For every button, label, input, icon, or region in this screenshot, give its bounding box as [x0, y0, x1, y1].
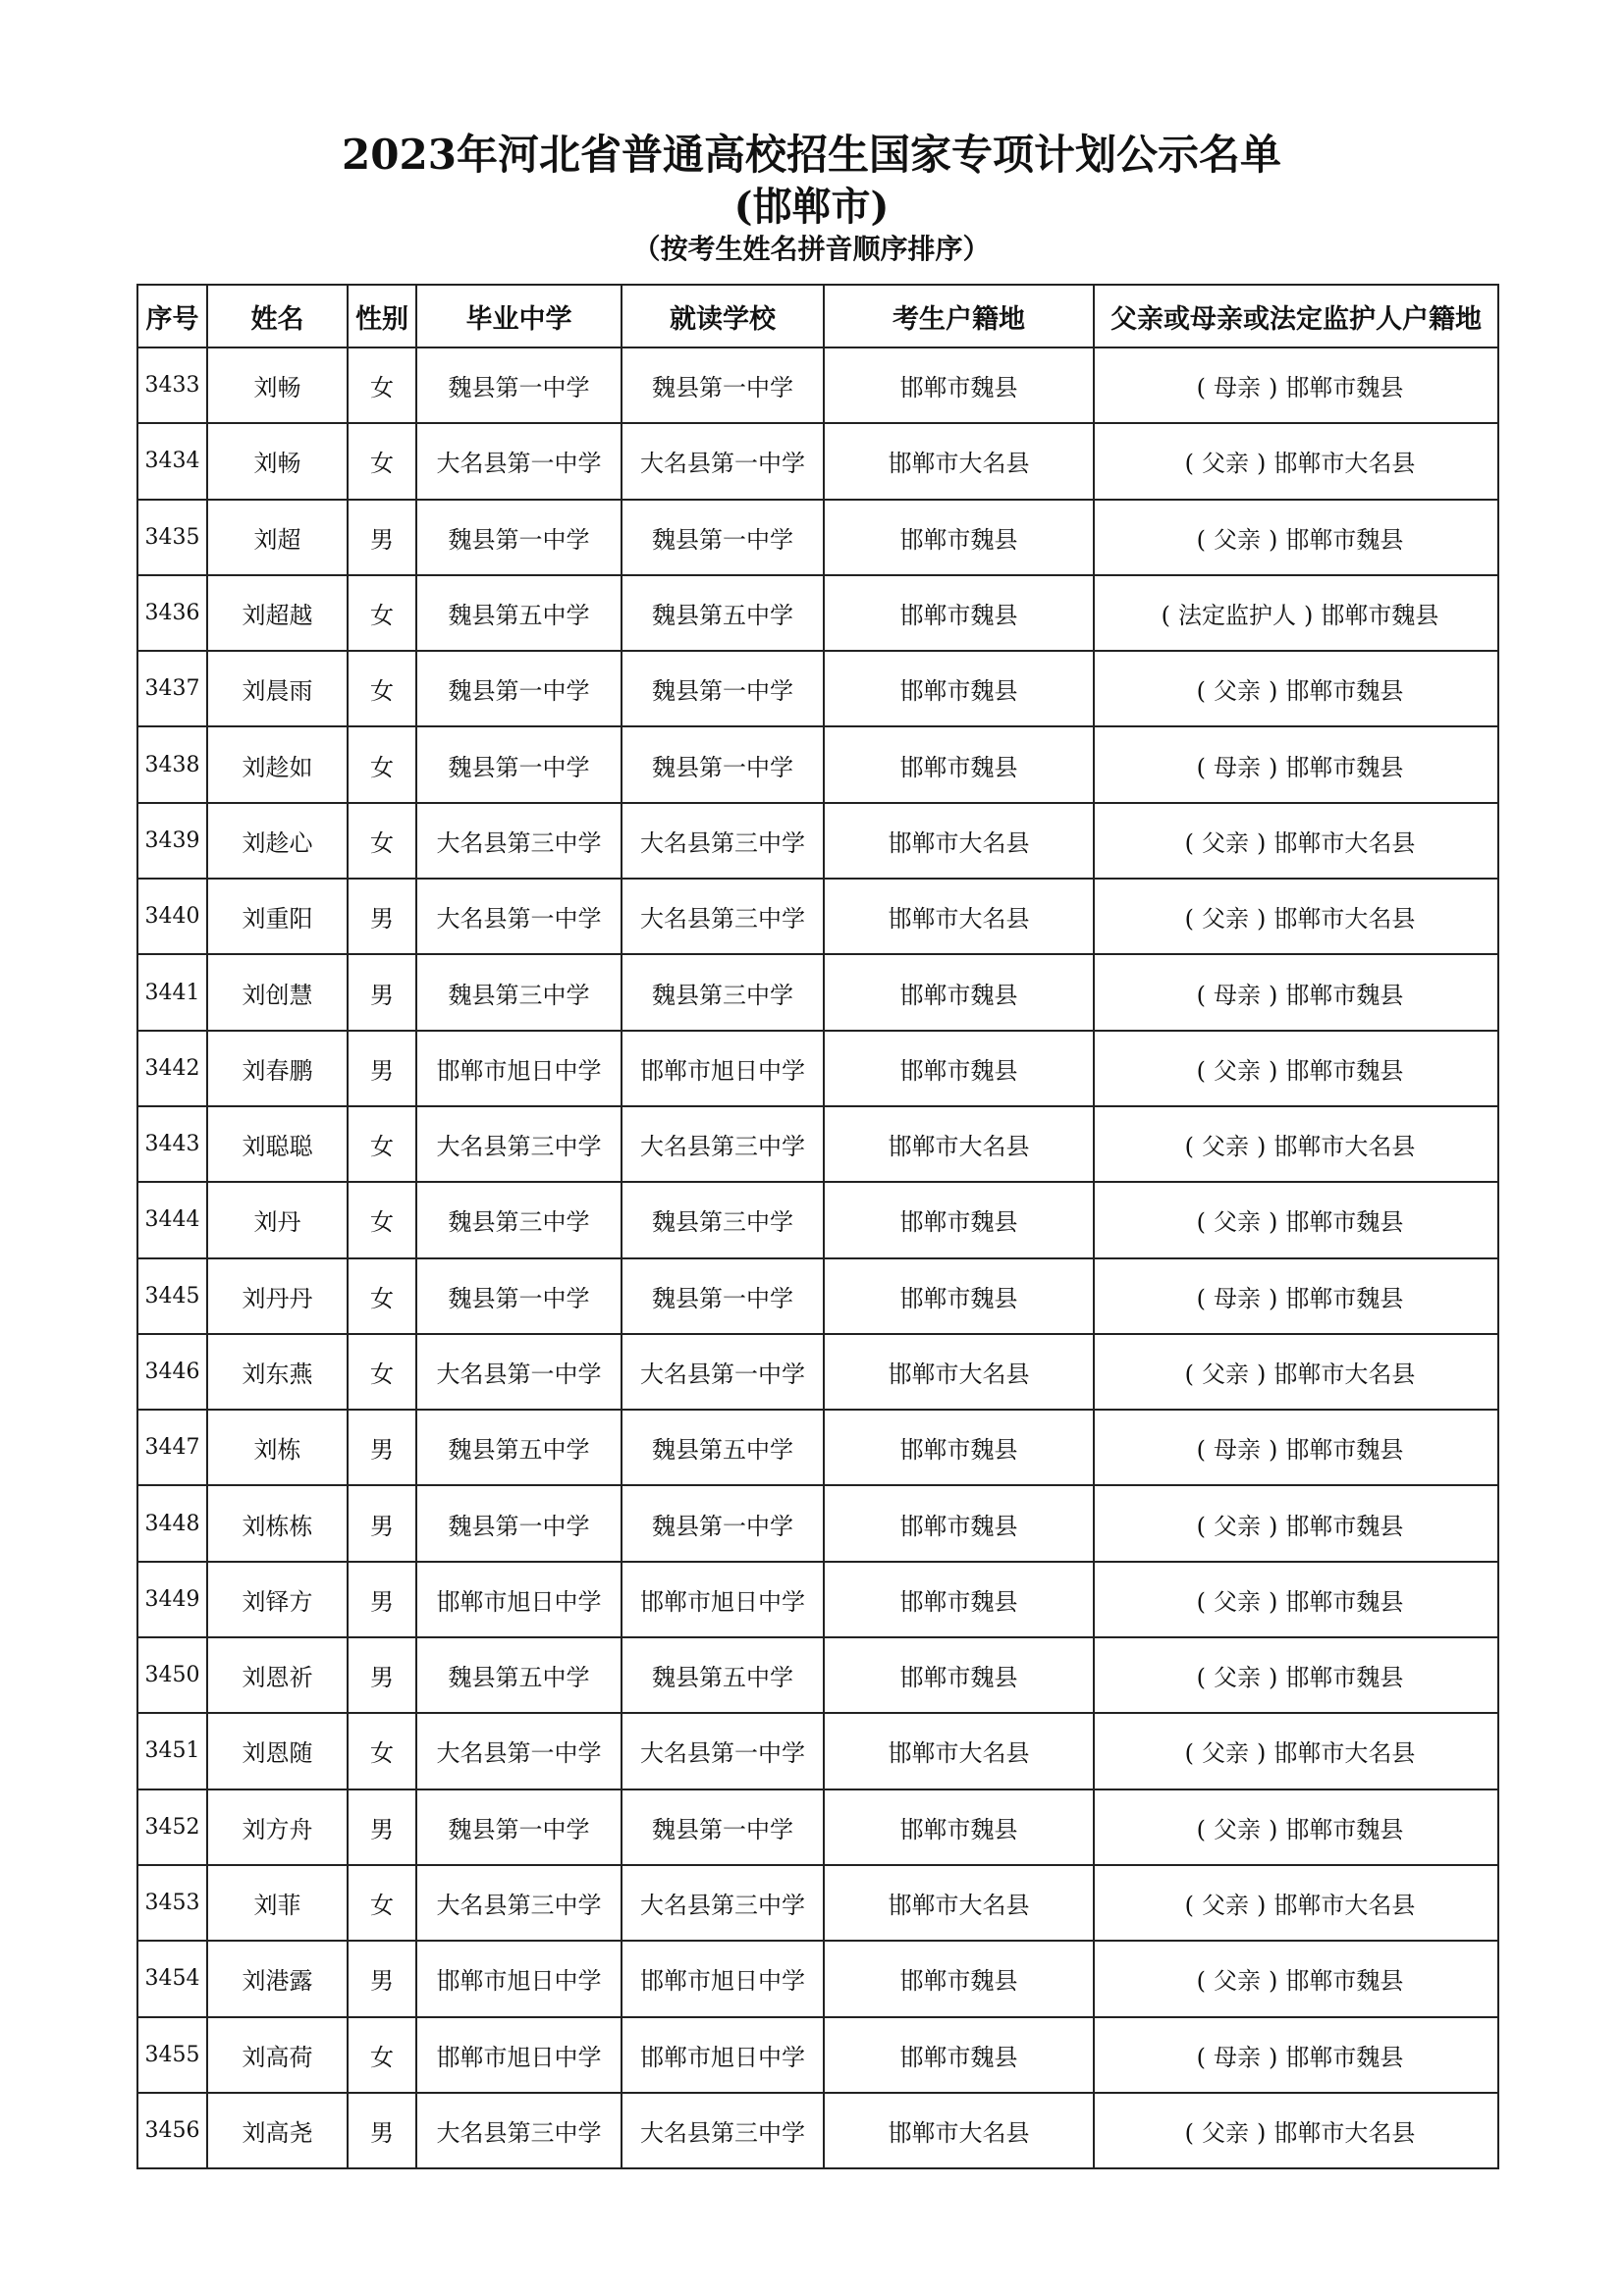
cell-seq: 3444: [137, 1182, 207, 1257]
document-subtitle: (邯郸市): [733, 184, 890, 230]
cell-current-school: 邯郸市旭日中学: [622, 1941, 824, 2016]
cell-name: 刘超: [207, 500, 348, 575]
cell-gender: 女: [348, 2017, 416, 2093]
table-row: [137, 1637, 1498, 1713]
cell-grad-school: 大名县第一中学: [416, 423, 622, 499]
cell-grad-school: 邯郸市旭日中学: [416, 1031, 622, 1106]
cell-hukou: 邯郸市魏县: [824, 1182, 1094, 1257]
cell-grad-school: 魏县第一中学: [416, 500, 622, 575]
cell-hukou: 邯郸市魏县: [824, 1637, 1094, 1713]
guardian-relation: 母亲: [1214, 2043, 1261, 2071]
cell-guardian: ( 父亲 ) 邯郸市魏县: [1094, 651, 1498, 726]
guardian-place: 邯郸市魏县: [1285, 374, 1404, 402]
table-row: [137, 1865, 1498, 1941]
cell-grad-school: 魏县第三中学: [416, 954, 622, 1030]
document-title: 2023年河北省普通高校招生国家专项计划公示名单: [342, 131, 1281, 179]
cell-name: 刘高荷: [207, 2017, 348, 2093]
cell-seq: 3456: [137, 2093, 207, 2168]
cell-name: 刘菲: [207, 1865, 348, 1941]
cell-name: 刘重阳: [207, 879, 348, 954]
cell-name: 刘栋: [207, 1410, 348, 1485]
cell-seq: 3439: [137, 803, 207, 879]
cell-current-school: 邯郸市旭日中学: [622, 1562, 824, 1637]
cell-grad-school: 大名县第三中学: [416, 2093, 622, 2168]
cell-gender: 男: [348, 1789, 416, 1865]
header-current-school: 就读学校: [622, 285, 824, 347]
cell-current-school: 大名县第三中学: [622, 1865, 824, 1941]
cell-hukou: 邯郸市魏县: [824, 347, 1094, 423]
cell-gender: 女: [348, 1182, 416, 1257]
header-name: 姓名: [207, 285, 348, 347]
cell-guardian: ( 母亲 ) 邯郸市魏县: [1094, 2017, 1498, 2093]
cell-seq: 3453: [137, 1865, 207, 1941]
cell-seq: 3451: [137, 1713, 207, 1789]
cell-seq: 3454: [137, 1941, 207, 2016]
cell-current-school: 魏县第一中学: [622, 500, 824, 575]
cell-grad-school: 大名县第三中学: [416, 1106, 622, 1182]
cell-current-school: 魏县第一中学: [622, 347, 824, 423]
cell-gender: 女: [348, 1106, 416, 1182]
guardian-place: 邯郸市魏县: [1285, 1208, 1404, 1237]
cell-current-school: 大名县第三中学: [622, 879, 824, 954]
cell-grad-school: 邯郸市旭日中学: [416, 1941, 622, 2016]
cell-grad-school: 邯郸市旭日中学: [416, 1562, 622, 1637]
guardian-relation: 父亲: [1214, 1587, 1261, 1616]
cell-hukou: 邯郸市大名县: [824, 423, 1094, 499]
cell-current-school: 魏县第三中学: [622, 1182, 824, 1257]
cell-name: 刘铎方: [207, 1562, 348, 1637]
guardian-relation: 父亲: [1202, 828, 1249, 857]
cell-hukou: 邯郸市魏县: [824, 1410, 1094, 1485]
cell-seq: 3455: [137, 2017, 207, 2093]
guardian-relation: 母亲: [1214, 374, 1261, 402]
cell-guardian: ( 父亲 ) 邯郸市大名县: [1094, 2093, 1498, 2168]
cell-guardian: ( 母亲 ) 邯郸市魏县: [1094, 954, 1498, 1030]
guardian-relation: 父亲: [1202, 1133, 1249, 1161]
cell-current-school: 魏县第一中学: [622, 1789, 824, 1865]
table-row: [137, 651, 1498, 726]
table-row: [137, 879, 1498, 954]
cell-guardian: ( 父亲 ) 邯郸市大名县: [1094, 803, 1498, 879]
cell-gender: 男: [348, 1562, 416, 1637]
cell-hukou: 邯郸市大名县: [824, 1106, 1094, 1182]
cell-name: 刘港露: [207, 1941, 348, 2016]
cell-grad-school: 大名县第一中学: [416, 1334, 622, 1410]
cell-gender: 男: [348, 2093, 416, 2168]
guardian-relation: 父亲: [1214, 1512, 1261, 1540]
cell-name: 刘春鹏: [207, 1031, 348, 1106]
guardian-place: 邯郸市大名县: [1273, 1133, 1416, 1161]
table-row: [137, 423, 1498, 499]
cell-grad-school: 魏县第一中学: [416, 1789, 622, 1865]
cell-guardian: ( 父亲 ) 邯郸市魏县: [1094, 1182, 1498, 1257]
cell-name: 刘超越: [207, 575, 348, 651]
cell-guardian: ( 父亲 ) 邯郸市魏县: [1094, 1941, 1498, 2016]
cell-guardian: ( 母亲 ) 邯郸市魏县: [1094, 726, 1498, 802]
cell-guardian: ( 父亲 ) 邯郸市魏县: [1094, 1485, 1498, 1561]
cell-current-school: 邯郸市旭日中学: [622, 2017, 824, 2093]
cell-guardian: ( 母亲 ) 邯郸市魏县: [1094, 347, 1498, 423]
cell-gender: 女: [348, 1713, 416, 1789]
header-hukou: 考生户籍地: [824, 285, 1094, 347]
cell-current-school: 魏县第一中学: [622, 1485, 824, 1561]
cell-seq: 3449: [137, 1562, 207, 1637]
cell-gender: 女: [348, 575, 416, 651]
header-gender: 性别: [348, 285, 416, 347]
cell-current-school: 大名县第三中学: [622, 1106, 824, 1182]
cell-guardian: ( 父亲 ) 邯郸市大名县: [1094, 1865, 1498, 1941]
guardian-relation: 父亲: [1214, 1664, 1261, 1692]
header-row: [137, 285, 1498, 347]
cell-name: 刘栋栋: [207, 1485, 348, 1561]
guardian-relation: 母亲: [1214, 1436, 1261, 1465]
cell-hukou: 邯郸市魏县: [824, 1258, 1094, 1334]
table-row: [137, 1334, 1498, 1410]
guardian-relation: 父亲: [1214, 1056, 1261, 1085]
cell-seq: 3443: [137, 1106, 207, 1182]
table-row: [137, 1106, 1498, 1182]
cell-hukou: 邯郸市大名县: [824, 1334, 1094, 1410]
cell-seq: 3447: [137, 1410, 207, 1485]
table-row: [137, 726, 1498, 802]
cell-gender: 男: [348, 1485, 416, 1561]
table-row: [137, 803, 1498, 879]
cell-name: 刘丹: [207, 1182, 348, 1257]
guardian-place: 邯郸市魏县: [1285, 1284, 1404, 1312]
guardian-relation: 父亲: [1214, 1815, 1261, 1843]
guardian-relation: 父亲: [1202, 905, 1249, 934]
cell-grad-school: 大名县第一中学: [416, 1713, 622, 1789]
cell-name: 刘晨雨: [207, 651, 348, 726]
guardian-relation: 父亲: [1202, 1361, 1249, 1388]
table-row: [137, 1031, 1498, 1106]
cell-gender: 男: [348, 1031, 416, 1106]
guardian-place: 邯郸市魏县: [1285, 981, 1404, 1009]
cell-grad-school: 邯郸市旭日中学: [416, 2017, 622, 2093]
cell-current-school: 大名县第一中学: [622, 423, 824, 499]
cell-seq: 3442: [137, 1031, 207, 1106]
cell-gender: 男: [348, 500, 416, 575]
table-header: [137, 285, 1498, 347]
cell-guardian: ( 父亲 ) 邯郸市大名县: [1094, 423, 1498, 499]
guardian-place: 邯郸市魏县: [1321, 602, 1439, 630]
cell-guardian: ( 父亲 ) 邯郸市大名县: [1094, 1106, 1498, 1182]
cell-name: 刘高尧: [207, 2093, 348, 2168]
cell-guardian: ( 母亲 ) 邯郸市魏县: [1094, 1258, 1498, 1334]
guardian-place: 邯郸市大名县: [1273, 1892, 1416, 1920]
cell-guardian: ( 父亲 ) 邯郸市魏县: [1094, 1562, 1498, 1637]
guardian-relation: 母亲: [1214, 1284, 1261, 1312]
cell-hukou: 邯郸市魏县: [824, 500, 1094, 575]
cell-guardian: ( 法定监护人 ) 邯郸市魏县: [1094, 575, 1498, 651]
cell-name: 刘创慧: [207, 954, 348, 1030]
cell-gender: 男: [348, 1410, 416, 1485]
cell-guardian: ( 父亲 ) 邯郸市魏县: [1094, 1789, 1498, 1865]
cell-grad-school: 魏县第三中学: [416, 1182, 622, 1257]
guardian-relation: 父亲: [1214, 1967, 1261, 1996]
header-grad-school: 毕业中学: [416, 285, 622, 347]
cell-gender: 男: [348, 1637, 416, 1713]
guardian-place: 邯郸市魏县: [1285, 677, 1404, 706]
cell-current-school: 大名县第三中学: [622, 2093, 824, 2168]
cell-gender: 女: [348, 423, 416, 499]
cell-hukou: 邯郸市魏县: [824, 726, 1094, 802]
cell-gender: 女: [348, 1334, 416, 1410]
cell-gender: 女: [348, 803, 416, 879]
guardian-place: 邯郸市魏县: [1285, 1587, 1404, 1616]
cell-current-school: 大名县第一中学: [622, 1334, 824, 1410]
guardian-relation: 母亲: [1214, 753, 1261, 781]
cell-current-school: 邯郸市旭日中学: [622, 1031, 824, 1106]
cell-hukou: 邯郸市大名县: [824, 2093, 1094, 2168]
guardian-place: 邯郸市大名县: [1273, 2118, 1416, 2147]
table-body: [137, 347, 1498, 2168]
cell-seq: 3441: [137, 954, 207, 1030]
cell-current-school: 魏县第一中学: [622, 726, 824, 802]
cell-grad-school: 魏县第一中学: [416, 1485, 622, 1561]
cell-seq: 3450: [137, 1637, 207, 1713]
cell-hukou: 邯郸市魏县: [824, 2017, 1094, 2093]
guardian-place: 邯郸市大名县: [1273, 1361, 1416, 1388]
cell-grad-school: 魏县第五中学: [416, 575, 622, 651]
cell-name: 刘畅: [207, 423, 348, 499]
cell-grad-school: 魏县第五中学: [416, 1637, 622, 1713]
guardian-place: 邯郸市魏县: [1285, 1056, 1404, 1085]
table-row: [137, 500, 1498, 575]
cell-name: 刘东燕: [207, 1334, 348, 1410]
guardian-place: 邯郸市魏县: [1285, 1815, 1404, 1843]
guardian-place: 邯郸市大名县: [1273, 828, 1416, 857]
guardian-place: 邯郸市魏县: [1285, 525, 1404, 554]
table-row: [137, 954, 1498, 1030]
cell-name: 刘丹丹: [207, 1258, 348, 1334]
cell-current-school: 大名县第三中学: [622, 803, 824, 879]
table-row: [137, 2093, 1498, 2168]
guardian-relation: 父亲: [1214, 1208, 1261, 1237]
cell-grad-school: 魏县第五中学: [416, 1410, 622, 1485]
guardian-relation: 父亲: [1202, 2118, 1249, 2147]
cell-guardian: ( 父亲 ) 邯郸市魏县: [1094, 1031, 1498, 1106]
cell-seq: 3437: [137, 651, 207, 726]
cell-current-school: 魏县第五中学: [622, 1410, 824, 1485]
cell-name: 刘恩随: [207, 1713, 348, 1789]
cell-seq: 3440: [137, 879, 207, 954]
cell-hukou: 邯郸市魏县: [824, 1485, 1094, 1561]
cell-guardian: ( 父亲 ) 邯郸市大名县: [1094, 1334, 1498, 1410]
cell-seq: 3448: [137, 1485, 207, 1561]
guardian-place: 邯郸市魏县: [1285, 753, 1404, 781]
table-row: [137, 1485, 1498, 1561]
cell-gender: 女: [348, 1258, 416, 1334]
guardian-relation: 父亲: [1202, 450, 1249, 478]
table-row: [137, 1562, 1498, 1637]
cell-grad-school: 大名县第一中学: [416, 879, 622, 954]
guardian-place: 邯郸市大名县: [1273, 905, 1416, 934]
cell-guardian: ( 父亲 ) 邯郸市大名县: [1094, 879, 1498, 954]
cell-grad-school: 大名县第三中学: [416, 803, 622, 879]
cell-hukou: 邯郸市魏县: [824, 954, 1094, 1030]
cell-name: 刘恩祈: [207, 1637, 348, 1713]
cell-gender: 男: [348, 879, 416, 954]
cell-gender: 女: [348, 651, 416, 726]
cell-grad-school: 魏县第一中学: [416, 651, 622, 726]
cell-guardian: ( 父亲 ) 邯郸市魏县: [1094, 1637, 1498, 1713]
sort-note: （按考生姓名拼音顺序排序）: [632, 233, 991, 265]
header-seq: 序号: [137, 285, 207, 347]
cell-seq: 3452: [137, 1789, 207, 1865]
cell-gender: 男: [348, 954, 416, 1030]
cell-seq: 3434: [137, 423, 207, 499]
cell-gender: 女: [348, 726, 416, 802]
cell-name: 刘趁心: [207, 803, 348, 879]
table-row: [137, 575, 1498, 651]
cell-hukou: 邯郸市大名县: [824, 1865, 1094, 1941]
guardian-place: 邯郸市魏县: [1285, 2043, 1404, 2071]
cell-grad-school: 大名县第三中学: [416, 1865, 622, 1941]
guardian-place: 邯郸市魏县: [1285, 1664, 1404, 1692]
guardian-relation: 父亲: [1202, 1892, 1249, 1920]
roster-table: [136, 284, 1499, 2169]
header-guardian: 父亲或母亲或法定监护人户籍地: [1094, 285, 1498, 347]
cell-current-school: 魏县第三中学: [622, 954, 824, 1030]
cell-hukou: 邯郸市大名县: [824, 1713, 1094, 1789]
guardian-relation: 父亲: [1214, 525, 1261, 554]
cell-seq: 3446: [137, 1334, 207, 1410]
cell-current-school: 魏县第一中学: [622, 1258, 824, 1334]
cell-hukou: 邯郸市大名县: [824, 879, 1094, 954]
cell-guardian: ( 父亲 ) 邯郸市魏县: [1094, 500, 1498, 575]
cell-seq: 3433: [137, 347, 207, 423]
table-row: [137, 1182, 1498, 1257]
guardian-place: 邯郸市魏县: [1285, 1967, 1404, 1996]
table-row: [137, 1410, 1498, 1485]
cell-hukou: 邯郸市大名县: [824, 803, 1094, 879]
cell-gender: 女: [348, 347, 416, 423]
table-row: [137, 1941, 1498, 2016]
cell-seq: 3435: [137, 500, 207, 575]
guardian-place: 邯郸市魏县: [1285, 1512, 1404, 1540]
table-row: [137, 1789, 1498, 1865]
table-row: [137, 2017, 1498, 2093]
cell-gender: 男: [348, 1941, 416, 2016]
guardian-relation: 母亲: [1214, 981, 1261, 1009]
cell-hukou: 邯郸市魏县: [824, 1789, 1094, 1865]
guardian-place: 邯郸市魏县: [1285, 1436, 1404, 1465]
cell-seq: 3438: [137, 726, 207, 802]
guardian-relation: 法定监护人: [1178, 602, 1296, 630]
cell-hukou: 邯郸市魏县: [824, 1031, 1094, 1106]
cell-name: 刘聪聪: [207, 1106, 348, 1182]
guardian-place: 邯郸市大名县: [1273, 1739, 1416, 1768]
guardian-place: 邯郸市大名县: [1273, 450, 1416, 478]
cell-current-school: 魏县第五中学: [622, 1637, 824, 1713]
cell-current-school: 魏县第一中学: [622, 651, 824, 726]
guardian-relation: 父亲: [1202, 1739, 1249, 1768]
cell-name: 刘畅: [207, 347, 348, 423]
table-row: [137, 347, 1498, 423]
table-row: [137, 1258, 1498, 1334]
table-row: [137, 1713, 1498, 1789]
cell-seq: 3445: [137, 1258, 207, 1334]
cell-guardian: ( 母亲 ) 邯郸市魏县: [1094, 1410, 1498, 1485]
cell-grad-school: 魏县第一中学: [416, 726, 622, 802]
cell-name: 刘趁如: [207, 726, 348, 802]
cell-grad-school: 魏县第一中学: [416, 1258, 622, 1334]
cell-hukou: 邯郸市魏县: [824, 575, 1094, 651]
cell-gender: 女: [348, 1865, 416, 1941]
cell-seq: 3436: [137, 575, 207, 651]
cell-grad-school: 魏县第一中学: [416, 347, 622, 423]
cell-current-school: 魏县第五中学: [622, 575, 824, 651]
cell-hukou: 邯郸市魏县: [824, 651, 1094, 726]
cell-hukou: 邯郸市魏县: [824, 1562, 1094, 1637]
guardian-relation: 父亲: [1214, 677, 1261, 706]
cell-guardian: ( 父亲 ) 邯郸市大名县: [1094, 1713, 1498, 1789]
cell-name: 刘方舟: [207, 1789, 348, 1865]
cell-hukou: 邯郸市魏县: [824, 1941, 1094, 2016]
cell-current-school: 大名县第一中学: [622, 1713, 824, 1789]
